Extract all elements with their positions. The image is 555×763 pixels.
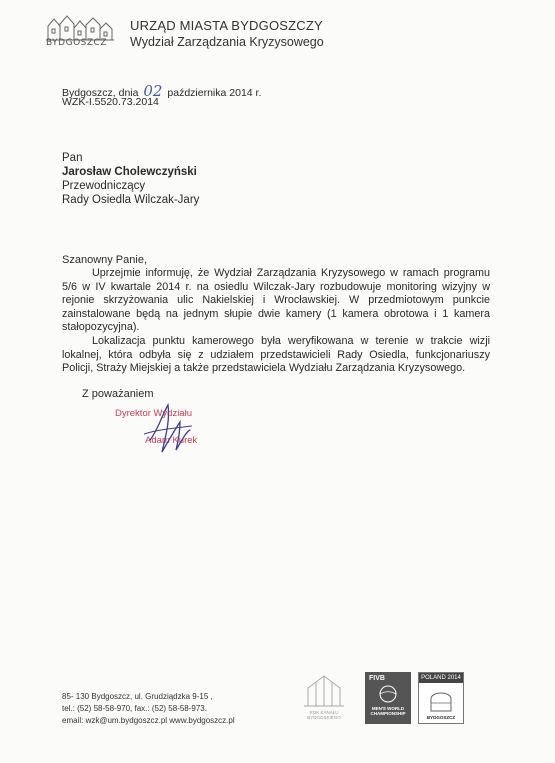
- fivb-text: FIVB: [369, 675, 385, 682]
- arena-icon: [429, 687, 453, 713]
- stamp-signer: Adam Kurek: [145, 435, 198, 446]
- volleyball-icon: [379, 684, 397, 704]
- footer-email: email: wzk@um.bydgoszcz.pl www.bydgoszcz.pl: [62, 716, 235, 725]
- org-title: URZĄD MIASTA BYDGOSZCZY: [130, 18, 323, 33]
- recipient-salutation: Pan: [62, 152, 83, 164]
- reference-number: WZK-I.5520.73.2014: [62, 96, 159, 108]
- fivb-logo: [365, 672, 411, 724]
- canal-logo-icon: [300, 672, 348, 710]
- date-day: 02: [143, 82, 163, 100]
- poland-2014-text: POLAND 2014: [419, 673, 463, 683]
- paragraph-2: Lokalizacja punktu kamerowego była weryfikowana w terenie w trakcie wizji lokalnej, która odbyła się z udziałem przedstawicieli Rady Osiedla, funkcjonariuszy Policji, Straży Miejskiej a także przedstawiciela Wydziału Zarządzania Kryzysowego.: [62, 334, 490, 375]
- signature-icon: [140, 400, 198, 460]
- poland-2014-logo: [418, 672, 464, 724]
- world-championship-text: MEN'S WORLD CHAMPIONSHIP: [370, 706, 406, 716]
- letter-body: [62, 267, 490, 376]
- footer-contact: [62, 691, 235, 727]
- canal-logo-caption: ROK KANAŁU BYDGOSKIEGO: [307, 710, 341, 720]
- closing: Z poważaniem: [82, 388, 154, 400]
- footer-phones: tel.: (52) 58-58-970, fax.: (52) 58-58-973.: [62, 704, 207, 713]
- paragraph-1: Uprzejmie informuję, że Wydział Zarządzania Kryzysowego w ramach programu 5/6 w IV kwartale 2014 r. na osiedlu Wilczak-Jary rozbudowuje monitoring wizyjny w rejonie skrzyżowania ulic Nakielskiej i Wrocławskiej. W przedmiotowym punkcie zainstalowane będą na jednym słupie dwie kamery (1 kamera obrotowa i 1 kamera stałopozycyjna).: [62, 267, 490, 334]
- recipient-body: Rady Osiedla Wilczak-Jary: [62, 194, 200, 206]
- logo-text: BYDGOSZCZ: [46, 38, 107, 48]
- canal-year-logo: [300, 672, 348, 720]
- recipient-name: Jarosław Cholewczyński: [62, 166, 197, 178]
- footer-address: 85- 130 Bydgoszcz, ul. Grudziądzka 9-15 ,: [62, 692, 213, 701]
- org-subtitle: Wydział Zarządzania Kryzysowego: [130, 35, 324, 49]
- city-logo-icon: [42, 14, 118, 56]
- greeting: Szanowny Panie,: [62, 254, 147, 266]
- date-prefix: Bydgoszcz, dnia: [62, 87, 139, 99]
- recipient-position: Przewodniczący: [62, 180, 146, 192]
- poland-logo-city: BYDGOSZCZ: [426, 715, 456, 720]
- stamp-title: Dyrektor Wydziału: [115, 408, 192, 419]
- date-suffix: października 2014 r.: [167, 87, 262, 99]
- recipient-block: [62, 151, 199, 207]
